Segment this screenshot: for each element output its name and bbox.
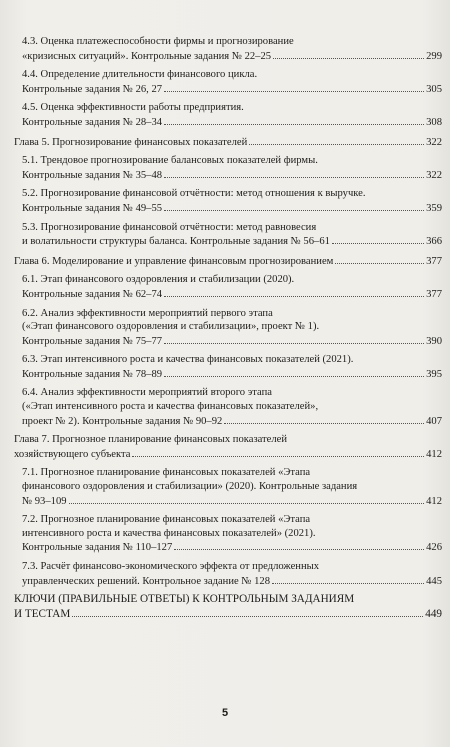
toc-entry-last-line (22, 168, 442, 183)
toc-page-number: 412 (426, 495, 442, 507)
toc-subsection-entry (14, 353, 442, 381)
toc-entry-text: Контрольные задания № 49–55 (22, 202, 163, 214)
toc-entry-line: 7.2. Прогнозное планирование финансовых показателей «Этапа (22, 514, 311, 526)
toc-entry-line: 4.4. Определение длительности финансового цикла. (22, 69, 258, 81)
toc-subsection-entry (14, 466, 442, 508)
toc-entry-line: 6.1. Этап финансового оздоровления и стабилизации (2020). (22, 274, 295, 286)
toc-page-number: 449 (425, 607, 442, 620)
toc-leader-dots (335, 254, 424, 264)
toc-entry-text: Контрольные задания № 110–127 (22, 542, 173, 554)
toc-entry-last-line (14, 135, 442, 150)
toc-entry-last-line (22, 82, 442, 97)
toc-subsection-entry (14, 560, 442, 588)
toc-entry-last-line (22, 287, 442, 302)
toc-entry-last-line (22, 201, 442, 216)
toc-entry-line: 6.4. Анализ эффективности мероприятий второго этапа (22, 387, 272, 399)
toc-leader-dots (164, 287, 424, 297)
toc-page-number: 445 (426, 575, 442, 587)
toc-page-number: 308 (426, 116, 442, 128)
toc-entry-last-line (14, 254, 442, 269)
toc-page-number: 390 (426, 335, 442, 347)
toc-page-number: 395 (426, 368, 442, 380)
toc-leader-dots (164, 168, 424, 178)
page-number: 5 (221, 707, 229, 719)
toc-chapter-entry (14, 433, 442, 461)
toc-leader-dots (164, 334, 424, 344)
toc-chapter-entry (14, 593, 442, 621)
toc-page-number: 322 (426, 136, 442, 148)
toc-entry-last-line (22, 49, 442, 64)
toc-entry-text: Контрольные задания № 62–74 (22, 288, 163, 300)
toc-chapter-entry (14, 254, 442, 269)
toc-entry-last-line (22, 574, 442, 589)
toc-entry-text: управленческих решений. Контрольное задание № 128 (22, 575, 271, 587)
toc-leader-dots (273, 49, 424, 59)
toc-page-number: 426 (426, 542, 442, 554)
toc-entry-line: 5.3. Прогнозирование финансовой отчётности: метод равновесия (22, 221, 317, 233)
toc-page-number: 412 (426, 448, 442, 460)
toc-entry-line: интенсивного роста и качества финансовых показателей» (2021). (22, 527, 316, 539)
toc-page-number: 366 (426, 236, 442, 248)
toc-entry-last-line (14, 607, 442, 622)
toc-entry-text: проект № 2). Контрольные задания № 90–92 (22, 415, 223, 427)
toc-subsection-entry (14, 513, 442, 555)
toc-entry-line: 5.2. Прогнозирование финансовой отчётности: метод отношения к выручке. (22, 188, 366, 200)
toc-entry-line: Глава 7. Прогнозное планирование финансовых показателей (14, 434, 288, 446)
toc-leader-dots (72, 607, 423, 617)
toc-entry-line: 6.2. Анализ эффективности мероприятий первого этапа (22, 307, 273, 319)
toc-leader-dots (164, 201, 424, 211)
toc-entry-line: КЛЮЧИ (ПРАВИЛЬНЫЕ ОТВЕТЫ) К КОНТРОЛЬНЫМ ЗАДАНИЯМ (14, 593, 355, 606)
toc-entry-last-line (14, 447, 442, 462)
toc-entry-last-line (22, 334, 442, 349)
toc-page-number: 377 (426, 255, 442, 267)
toc-subsection-entry (14, 187, 442, 215)
toc-entry-text: «кризисных ситуаций». Контрольные задания № 22–25 (22, 50, 272, 62)
toc-page-number: 377 (426, 288, 442, 300)
toc-entry-line: 7.3. Расчёт финансово-экономического эффекта от предложенных (22, 561, 320, 572)
toc-entry-text: Контрольные задания № 28–34 (22, 116, 163, 128)
toc-entry-text: и волатильности структуры баланса. Контрольные задания № 56–61 (22, 236, 330, 248)
toc-entry-text: хозяйствующего субъекта (14, 448, 131, 460)
toc-entry-last-line (22, 115, 442, 130)
toc-subsection-entry (14, 101, 442, 129)
toc-subsection-entry (14, 68, 442, 96)
toc-entry-text: Глава 5. Прогнозирование финансовых показателей (14, 136, 248, 148)
toc-entry-line: 5.1. Трендовое прогнозирование балансовых показателей фирмы. (22, 155, 318, 167)
toc-entry-text: Контрольные задания № 75–77 (22, 335, 163, 347)
toc-chapter-entry (14, 135, 442, 150)
toc-leader-dots (164, 367, 424, 377)
toc-page-number: 407 (426, 415, 442, 427)
toc-entry-text: Глава 6. Моделирование и управление финансовым прогнозированием (14, 255, 334, 267)
toc-entry-text: № 93–109 (22, 495, 67, 507)
toc-leader-dots (249, 135, 424, 145)
toc-subsection-entry (14, 154, 442, 182)
toc-page-number: 305 (426, 83, 442, 95)
toc-leader-dots (272, 574, 424, 584)
toc-subsection-entry (14, 35, 442, 63)
toc-entry-last-line (22, 367, 442, 382)
toc-subsection-entry (14, 386, 442, 428)
toc-page-number: 299 (426, 50, 442, 62)
toc-subsection-entry (14, 221, 442, 249)
toc-leader-dots (332, 234, 424, 244)
toc-page-number: 322 (426, 169, 442, 181)
toc-entry-text: Контрольные задания № 26, 27 (22, 83, 163, 95)
toc-leader-dots (174, 540, 424, 550)
toc-entry-last-line (22, 414, 442, 429)
table-of-contents (14, 35, 442, 626)
toc-leader-dots (164, 82, 424, 92)
toc-entry-text: Контрольные задания № 35–48 (22, 169, 163, 181)
toc-entry-line: финансового оздоровления и стабилизации» (2020). Контрольные задания (22, 481, 358, 493)
toc-entry-line: («Этап интенсивного роста и качества финансовых показателей», (22, 401, 319, 413)
toc-entry-line: 4.5. Оценка эффективности работы предприятия. (22, 102, 244, 114)
toc-entry-line: 7.1. Прогнозное планирование финансовых показателей «Этапа (22, 467, 311, 479)
toc-entry-line: 6.3. Этап интенсивного роста и качества финансовых показателей (2021). (22, 354, 354, 366)
toc-entry-text: Контрольные задания № 78–89 (22, 368, 163, 380)
toc-entry-last-line (22, 494, 442, 509)
toc-entry-line: («Этап финансового оздоровления и стабилизации», проект № 1). (22, 321, 320, 333)
toc-entry-text: И ТЕСТАМ (14, 607, 71, 620)
toc-entry-last-line (22, 234, 442, 249)
toc-entry-line: 4.3. Оценка платежеспособности фирмы и прогнозирование (22, 36, 294, 47)
toc-leader-dots (132, 447, 424, 457)
toc-leader-dots (164, 115, 424, 125)
toc-entry-last-line (22, 540, 442, 555)
toc-page-number: 359 (426, 202, 442, 214)
toc-subsection-entry (14, 273, 442, 301)
toc-leader-dots (69, 494, 425, 504)
toc-leader-dots (224, 414, 424, 424)
toc-subsection-entry (14, 307, 442, 349)
